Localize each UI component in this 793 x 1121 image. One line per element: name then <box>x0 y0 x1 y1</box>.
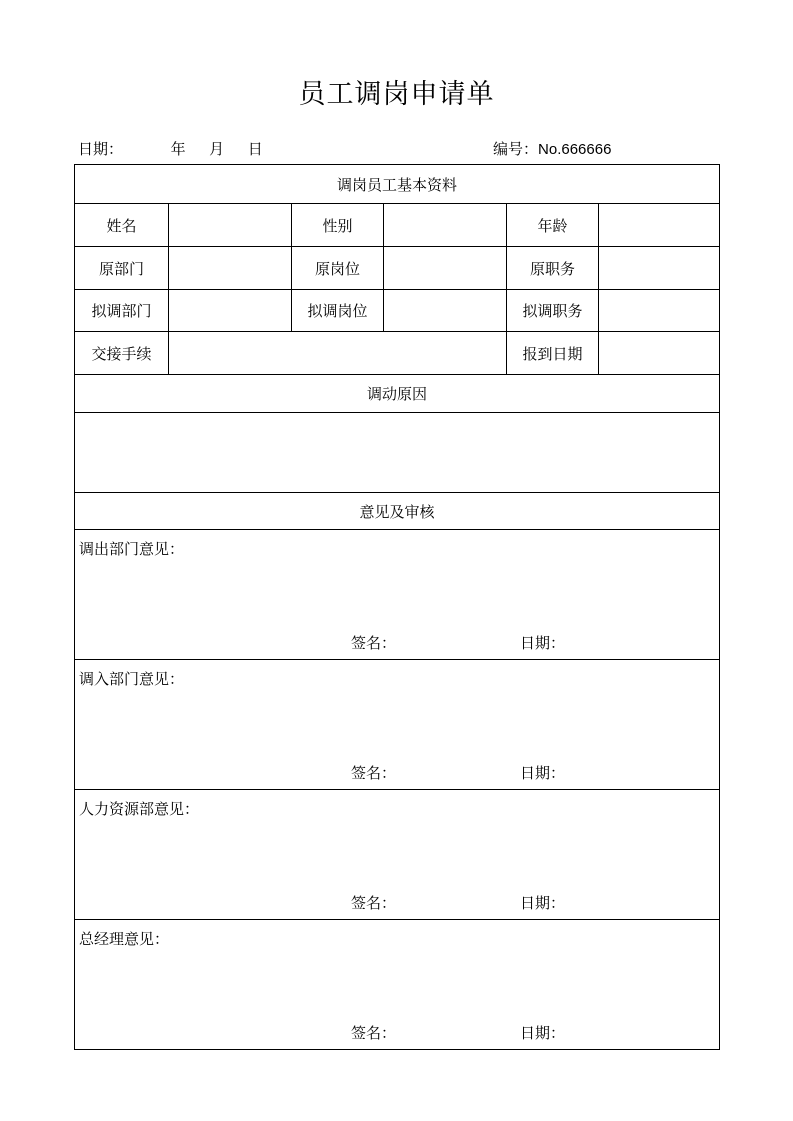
review-header-row <box>75 492 719 529</box>
date-label: 日期： <box>520 634 566 652</box>
opinion-label: 调入部门意见： <box>79 670 185 688</box>
date-label: 日期： <box>520 764 566 782</box>
new-post-field[interactable] <box>383 290 506 331</box>
page-title: 员工调岗申请单 <box>298 79 495 110</box>
month-label: 月 <box>209 140 225 158</box>
form-number <box>493 138 611 159</box>
reason-field[interactable] <box>75 412 719 492</box>
handover-label: 交接手续 <box>91 344 152 363</box>
table-row <box>75 331 719 374</box>
sign-label: 签名： <box>351 764 397 782</box>
sign-label: 签名： <box>351 634 397 652</box>
age-field[interactable] <box>598 204 719 246</box>
day-label: 日 <box>247 140 263 158</box>
review-title: 意见及审核 <box>359 502 435 521</box>
date-label: 日期： <box>520 1024 566 1042</box>
number-label: 编号： <box>493 140 539 158</box>
sign-label: 签名： <box>351 1024 397 1042</box>
name-label: 姓名 <box>106 216 137 235</box>
orig-dept-label: 原部门 <box>98 259 144 278</box>
orig-post-field[interactable] <box>383 247 506 289</box>
table-row <box>75 289 719 331</box>
report-date-label: 报到日期 <box>506 332 598 374</box>
reason-title: 调动原因 <box>366 385 427 403</box>
opinion-block-in-dept[interactable] <box>75 659 719 789</box>
new-post-label: 拟调岗位 <box>291 290 383 331</box>
name-field[interactable] <box>168 204 291 246</box>
gender-label: 性别 <box>291 204 383 246</box>
new-dept-label: 拟调部门 <box>91 302 152 320</box>
reason-header-row <box>75 374 719 412</box>
basic-info-title: 调岗员工基本资料 <box>336 175 457 194</box>
date-label: 日期： <box>520 894 566 912</box>
table-row <box>75 203 719 246</box>
opinion-block-gm[interactable] <box>75 919 719 1049</box>
date-label: 日期： <box>78 140 124 158</box>
transfer-form <box>74 164 720 1050</box>
sign-label: 签名： <box>351 894 397 912</box>
orig-post-label: 原岗位 <box>291 247 383 289</box>
year-label: 年 <box>170 140 186 158</box>
basic-info-header-row <box>75 165 719 203</box>
opinion-label: 人力资源部意见： <box>79 800 200 818</box>
report-date-field[interactable] <box>598 332 719 374</box>
number-value: No.666666 <box>538 141 612 158</box>
handover-field[interactable] <box>168 332 506 374</box>
date-line <box>78 138 263 159</box>
table-row <box>75 246 719 289</box>
orig-title-field[interactable] <box>598 247 719 289</box>
new-title-label: 拟调职务 <box>506 290 598 331</box>
opinion-block-hr[interactable] <box>75 789 719 919</box>
age-label: 年龄 <box>506 204 598 246</box>
orig-title-label: 原职务 <box>506 247 598 289</box>
new-title-field[interactable] <box>598 290 719 331</box>
opinion-label: 调出部门意见： <box>79 540 185 558</box>
opinion-label: 总经理意见： <box>79 930 170 948</box>
opinion-block-out-dept[interactable] <box>75 529 719 659</box>
gender-field[interactable] <box>383 204 506 246</box>
orig-dept-field[interactable] <box>168 247 291 289</box>
new-dept-field[interactable] <box>168 290 291 331</box>
